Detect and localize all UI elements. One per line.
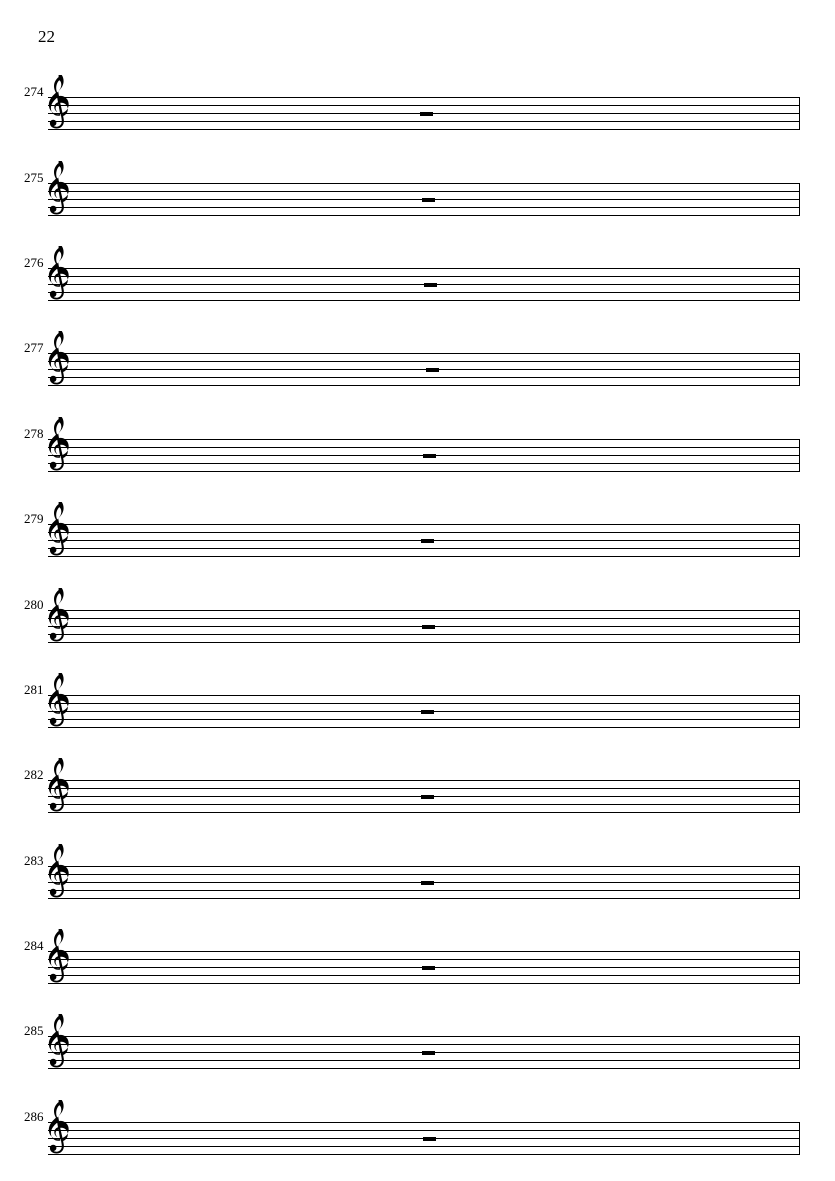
staff-line — [48, 703, 800, 704]
staff-system — [0, 768, 835, 838]
staff-line — [48, 983, 800, 984]
barline — [799, 780, 800, 813]
staff-line — [48, 377, 800, 378]
whole-rest — [424, 283, 437, 287]
staff-line — [48, 959, 800, 960]
whole-rest — [423, 1137, 436, 1141]
staff-line — [48, 1036, 800, 1037]
staff-line — [48, 719, 800, 720]
whole-rest — [421, 795, 434, 799]
staff-line — [48, 780, 800, 781]
measure-number: 285 — [24, 1023, 44, 1038]
staff-line — [48, 1122, 800, 1123]
barline — [799, 695, 800, 728]
staff-line — [48, 898, 800, 899]
staff-system — [0, 427, 835, 497]
treble-clef-icon — [44, 758, 74, 820]
staff-line — [48, 447, 800, 448]
treble-clef-icon — [44, 502, 74, 564]
measure-number: 276 — [24, 255, 44, 270]
measure-number: 277 — [24, 340, 44, 355]
staff-line — [48, 471, 800, 472]
barline — [799, 610, 800, 643]
treble-clef-icon — [44, 331, 74, 393]
measure-number: 279 — [24, 511, 44, 526]
staff-system — [0, 256, 835, 326]
treble-clef-icon — [44, 844, 74, 906]
treble-clef-icon — [44, 1014, 74, 1076]
staff-system — [0, 598, 835, 668]
whole-rest — [422, 1051, 435, 1055]
staff-line — [48, 524, 800, 525]
treble-clef-icon — [44, 161, 74, 223]
staff-line — [48, 788, 800, 789]
barline — [799, 524, 800, 557]
treble-clef-icon — [44, 1100, 74, 1162]
staff-line — [48, 300, 800, 301]
whole-rest — [421, 539, 434, 543]
barline — [799, 1122, 800, 1155]
barline — [799, 439, 800, 472]
barline — [799, 268, 800, 301]
staff-line — [48, 105, 800, 106]
staff-line — [48, 610, 800, 611]
staff-line — [48, 804, 800, 805]
treble-clef-icon — [44, 417, 74, 479]
staff-line — [48, 207, 800, 208]
staff-line — [48, 556, 800, 557]
whole-rest — [423, 454, 436, 458]
staff-line — [48, 215, 800, 216]
barline — [799, 183, 800, 216]
staff-line — [48, 361, 800, 362]
measure-number: 275 — [24, 170, 44, 185]
staff-line — [48, 812, 800, 813]
measure-number: 282 — [24, 767, 44, 782]
treble-clef-icon — [44, 246, 74, 308]
measure-number: 284 — [24, 938, 44, 953]
staff-line — [48, 548, 800, 549]
whole-rest — [421, 881, 434, 885]
staff-line — [48, 385, 800, 386]
treble-clef-icon — [44, 929, 74, 991]
staff-line — [48, 634, 800, 635]
staff-line — [48, 1154, 800, 1155]
staff-line — [48, 183, 800, 184]
barline — [799, 353, 800, 386]
staff-system — [0, 683, 835, 753]
measure-number: 281 — [24, 682, 44, 697]
staff-line — [48, 642, 800, 643]
staff-line — [48, 268, 800, 269]
whole-rest — [420, 112, 433, 116]
staff-line — [48, 292, 800, 293]
page-number: 22 — [38, 27, 55, 46]
whole-rest — [426, 368, 439, 372]
staff-line — [48, 532, 800, 533]
staff-system — [0, 85, 835, 155]
whole-rest — [422, 966, 435, 970]
staff-line — [48, 1146, 800, 1147]
staff-system — [0, 939, 835, 1009]
measure-number: 286 — [24, 1109, 44, 1124]
staff-line — [48, 97, 800, 98]
measure-number: 278 — [24, 426, 44, 441]
whole-rest — [421, 710, 434, 714]
staff-line — [48, 1068, 800, 1069]
staff-line — [48, 727, 800, 728]
treble-clef-icon — [44, 588, 74, 650]
staff-line — [48, 129, 800, 130]
staff-line — [48, 951, 800, 952]
staff-system — [0, 341, 835, 411]
staff-line — [48, 975, 800, 976]
staff-line — [48, 353, 800, 354]
staff — [48, 353, 800, 385]
staff-line — [48, 890, 800, 891]
staff-system — [0, 1024, 835, 1094]
staff-line — [48, 874, 800, 875]
staff-line — [48, 1130, 800, 1131]
measure-number: 274 — [24, 84, 44, 99]
staff-line — [48, 276, 800, 277]
staff-system — [0, 854, 835, 924]
barline — [799, 1036, 800, 1069]
barline — [799, 866, 800, 899]
measure-number: 280 — [24, 597, 44, 612]
whole-rest — [422, 198, 435, 202]
barline — [799, 97, 800, 130]
staff-line — [48, 369, 800, 370]
staff-line — [48, 866, 800, 867]
staff-line — [48, 191, 800, 192]
staff-system — [0, 512, 835, 582]
whole-rest — [422, 625, 435, 629]
barline — [799, 951, 800, 984]
staff-system — [0, 171, 835, 241]
measure-number: 283 — [24, 853, 44, 868]
staff-line — [48, 463, 800, 464]
staff-line — [48, 695, 800, 696]
treble-clef-icon — [44, 673, 74, 735]
staff-system — [0, 1110, 835, 1180]
staff-line — [48, 618, 800, 619]
staff-line — [48, 439, 800, 440]
treble-clef-icon — [44, 75, 74, 137]
staff-line — [48, 121, 800, 122]
staff-line — [48, 1044, 800, 1045]
staff-line — [48, 1060, 800, 1061]
